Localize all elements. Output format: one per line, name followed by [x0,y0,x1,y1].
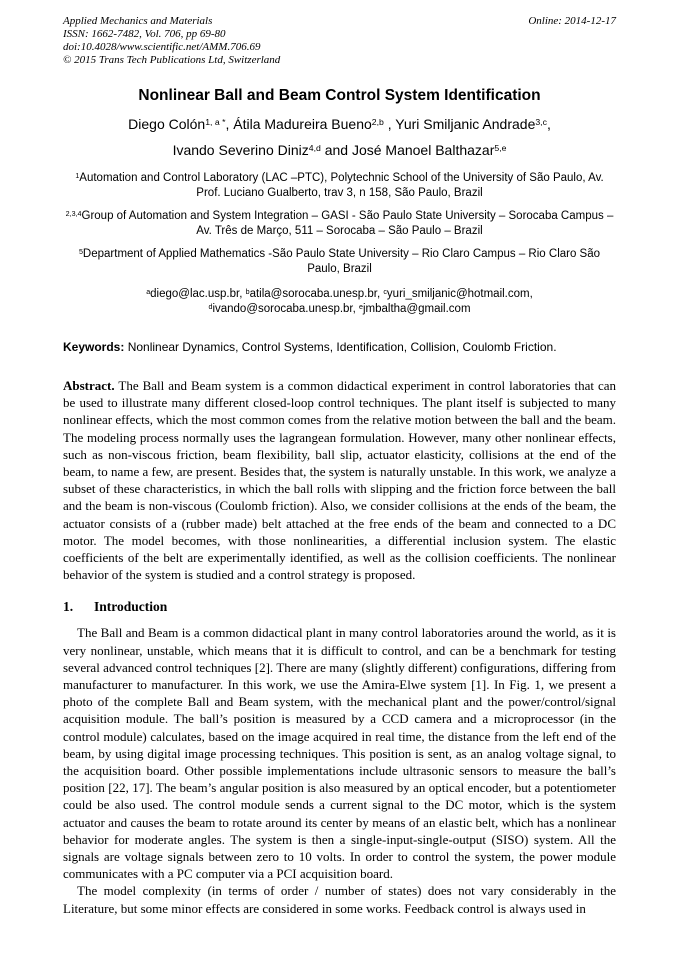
keywords-line [63,340,616,355]
email-address: ivando@sorocaba.unesp.br, [212,303,360,315]
author-separator: , [383,116,396,132]
affiliation-text: Group of Automation and System Integration – GASI - São Paulo State University – Sorocaba Campus – Av. Três de Março, 511 – Sorocaba – São Paulo – Brazil [81,210,614,237]
journal-header-row [63,15,616,28]
affiliation-marker: 2,3,4 [65,209,82,218]
author-byline [63,111,616,163]
online-date: Online: 2014-12-17 [528,15,616,27]
section-number: 1. [63,599,74,615]
email-marker: c [383,287,387,296]
abstract-label: Abstract. [63,378,115,393]
author-separator: and [320,142,352,158]
section-heading-introduction [63,598,616,615]
abstract-text: The Ball and Beam system is a common didactical experiment in control laboratories that can be used to illustrate many different closed-loop control techniques. The plant itself is subjected to many nonlinear effects, which the most common comes from the relative motion between the ball and the beam. The modeling process normally uses the lagrangean formulation. However, many other nonlinear effects, such as non-viscous friction, beam flexibility, ball slip, actuator elasticity, collisions at the end of the beam, to name a few, are present. Besides that, the system is naturally unstable. In this work, we analyze a subset of these characteristics, in which the ball rolls with slipping and the friction force between the ball and the beam is non-viscous (Coulomb friction). Also, we consider collisions at the ends of the beam, the actuator consists of a (rubber made) belt attached at the free ends of the beam and connected to a DC motor. The model becomes, with those nonlinearities, a differential inclusion system. The elastic coefficients of the belt are experimentally identified, as well as the collision coefficients. The nonlinear behavior of the system is studied and a control strategy is proposed. [63,378,616,583]
email-marker: b [245,287,250,296]
author-affiliation-marker: 5,e [494,143,507,154]
author-name: Ivando Severino Diniz [172,142,309,158]
intro-paragraph-1: The Ball and Beam is a common didactical plant in many control laboratories around the world, as it is very nonlinear, unstable, which means that it is difficult to control, and can be a benchmark for testing several advanced control techniques [2]. There are many (slightly different) configurations, differing from manufacturer to manufacturer. In this work, we use the Amira-Elwe system [1]. In Fig. 1, we present a photo of the complete Ball and Beam system, with the mechanical plant and the power/control/signal acquisition module. The ball’s position is measured by a CCD camera and a microprocessor (in the control module) calculates, based on the image acquired in real time, the distance from the left end of the beam, by using digital image processing techniques. This position is sent, as an analog voltage signal, to the acquisition board. Other possible implementations include ultrasonic sensors to measure the ball’s position [22, 17]. The beam’s angular position is also measured by an optical encoder, but a potentiometer could be also used. The control module sends a current signal to the DC motor, which is the system actuator and causes the beam to rotate around its center by means of an elastic belt, which has a nonlinear behavior for moderate angles. The system is then a single-input-single-output (SISO) system. All the signals are voltage signals between zero to 10 volts. In order to control the system, the power module communicates with a PC computer via a PCI acquisition board. [63,625,616,882]
email-marker: e [359,302,363,311]
affiliation-3 [63,247,616,277]
keywords-text: Nonlinear Dynamics, Control Systems, Identification, Collision, Coulomb Friction. [124,340,557,354]
journal-issn: ISSN: 1662-7482, Vol. 706, pp 69-80 [63,28,226,40]
email-address: atila@sorocaba.unesp.br, [249,288,384,300]
affiliation-marker: 1 [75,171,80,180]
affiliation-1 [63,171,616,201]
author-line-2 [63,137,616,163]
author-name: Yuri Smiljanic Andrade [395,116,536,132]
journal-header [63,15,616,67]
journal-name: Applied Mechanics and Materials [63,15,213,27]
journal-doi: doi:10.4028/www.scientific.net/AMM.706.69 [63,41,261,53]
affiliation-text: Department of Applied Mathematics -São Paulo State University – Rio Claro Campus – Rio Claro São Paulo, Brazil [82,248,601,275]
author-affiliation-marker: 4,d [308,143,321,154]
affiliation-text: Automation and Control Laboratory (LAC –PTC), Polytechnic School of the University of São Paulo, Av. Prof. Luciano Gualberto, trav 3, n 158, São Paulo, Brazil [79,172,604,199]
email-address: jmbaltha@gmail.com [362,303,471,315]
author-emails [63,287,616,317]
email-address: yuri_smiljanic@hotmail.com, [386,288,533,300]
author-separator: , [546,116,551,132]
author-name: Átila Madureira Bueno [233,116,372,132]
email-address: diego@lac.usp.br, [150,288,246,300]
abstract [63,377,616,583]
paper-title: Nonlinear Ball and Beam Control System Identification [138,87,541,104]
keywords-label: Keywords: [63,340,125,354]
journal-copyright: © 2015 Trans Tech Publications Ltd, Switzerland [63,54,281,66]
author-separator: , [225,116,234,132]
affiliation-2 [63,209,616,239]
email-marker: d [208,302,213,311]
author-line-1 [63,111,616,137]
affiliation-marker: 5 [78,247,83,256]
author-affiliation-marker: 1, a * [205,117,226,128]
author-name: Diego Colón [128,116,206,132]
intro-paragraph-2: The model complexity (in terms of order / number of states) does not vary considerably in the Literature, but some minor effects are considered in some works. Feedback control is always used in [63,883,616,916]
author-affiliation-marker: 3,c [535,117,547,128]
author-name: José Manoel Balthazar [351,142,495,158]
email-marker: a [146,287,151,296]
section-title: Introduction [94,599,168,615]
author-affiliation-marker: 2,b [371,117,384,128]
